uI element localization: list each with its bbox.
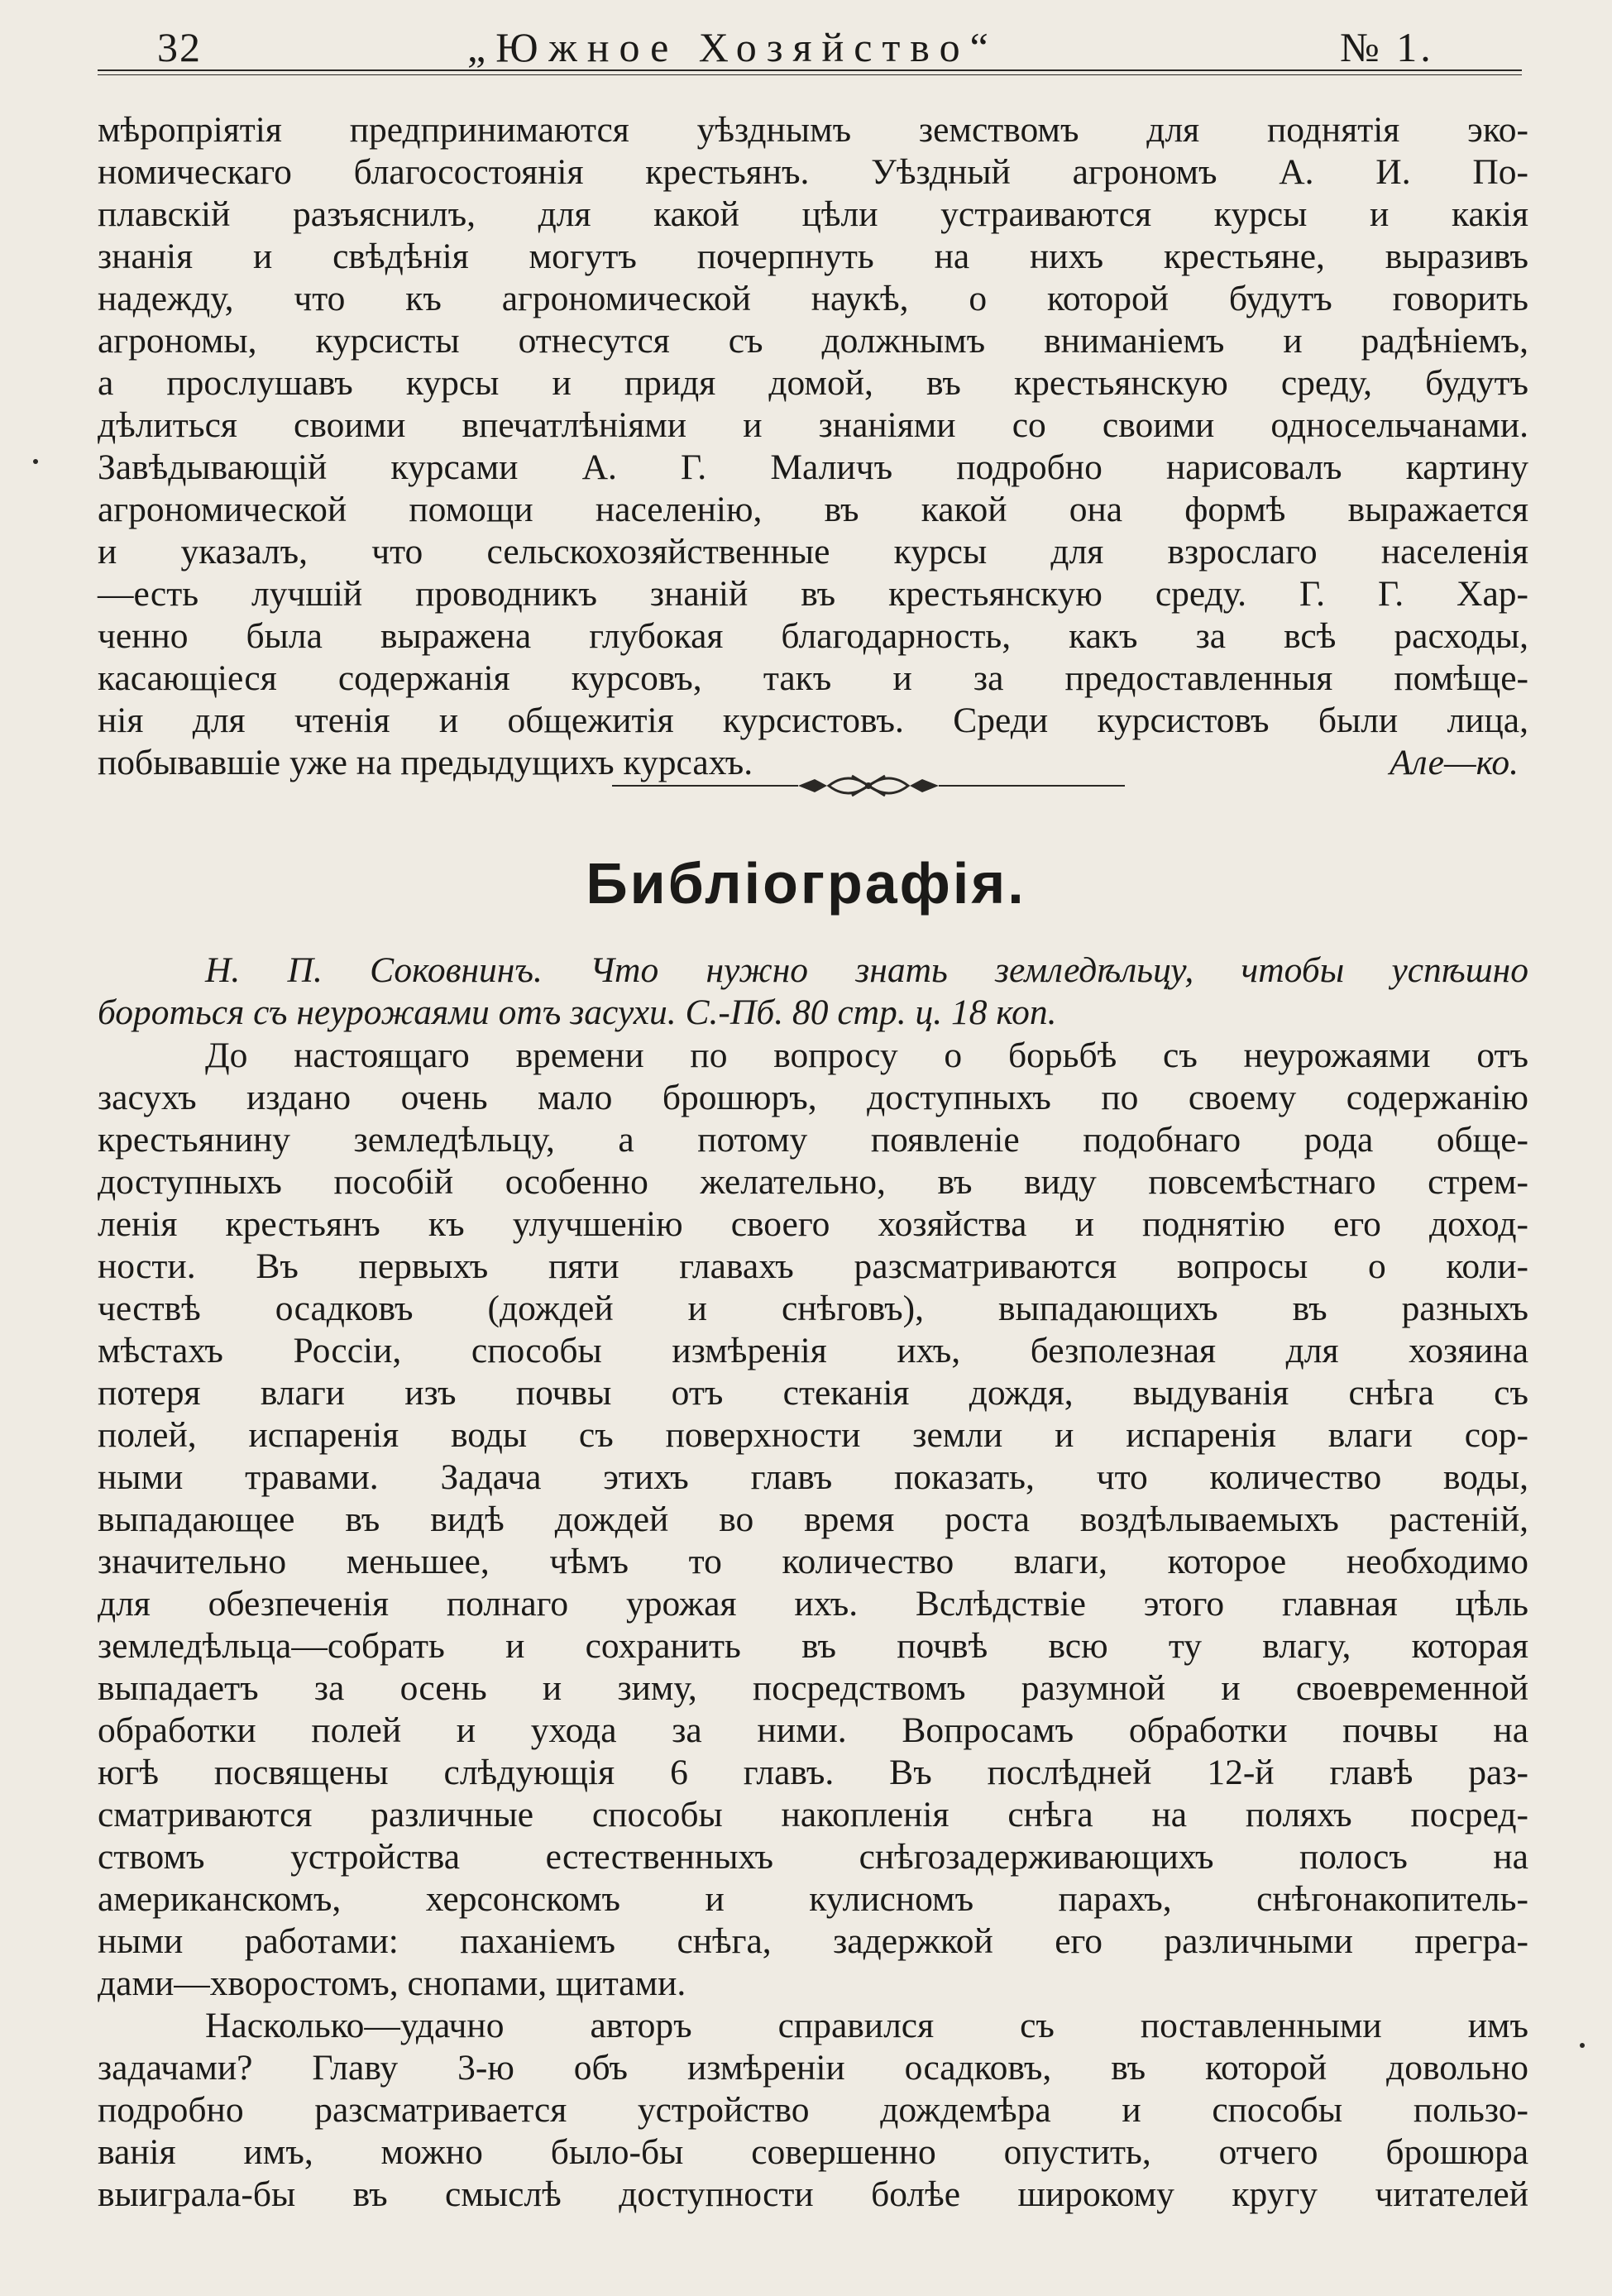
- text-line: выпадающее въ видѣ дождей во время роста воздѣлываемыхъ растеній,: [98, 1500, 1528, 1539]
- text-line: надежду, что къ агрономической наукѣ, о которой будутъ говорить: [98, 279, 1528, 318]
- text-line: а прослушавъ курсы и придя домой, въ крестьянскую среду, будутъ: [98, 363, 1528, 403]
- text-line: агрономической помощи населенію, въ какой она формѣ выражается: [98, 490, 1528, 529]
- text-line: До настоящаго времени по вопросу о борьбѣ съ неурожаями отъ: [205, 1036, 1528, 1075]
- text-line: мѣропріятія предпринимаются уѣзднымъ земствомъ для поднятія эко-: [98, 110, 1528, 150]
- text-line: ленія крестьянъ къ улучшенію своего хозяйства и поднятію его доход-: [98, 1204, 1528, 1244]
- print-speck: [1580, 2043, 1585, 2048]
- text-line: агрономы, курсисты отнесутся съ должнымъ вниманіемъ и радѣніемъ,: [98, 321, 1528, 361]
- text-line: земледѣльца—собрать и сохранить въ почвѣ всю ту влагу, которая: [98, 1626, 1528, 1666]
- text-line: засухъ издано очень мало брошюръ, доступныхъ по своему содержанію: [98, 1078, 1528, 1117]
- text-line: ченно была выражена глубокая благодарность, какъ за всѣ расходы,: [98, 616, 1528, 656]
- review-paragraph-1: [98, 1035, 1528, 2005]
- text-line: американскомъ, херсонскомъ и кулисномъ парахъ, снѣгонакопитель-: [98, 1879, 1528, 1919]
- running-header: [99, 18, 1522, 68]
- ornament-divider-icon: [612, 769, 1125, 802]
- citation-line: бороться съ неурожаями отъ засухи. С.-Пб. 80 стр. ц. 18 коп.: [98, 993, 1057, 1032]
- text-line: плавскій разъяснилъ, для какой цѣли устраиваются курсы и какія: [98, 194, 1528, 234]
- text-line: выиграла-бы въ смыслѣ доступности болѣе широкому кругу читателей: [98, 2174, 1528, 2214]
- text-line: дами—хворостомъ, снопами, щитами.: [98, 1964, 686, 2003]
- section-title: Библіографія.: [586, 851, 1026, 916]
- text-line: ными травами. Задача этихъ главъ показать, что количество воды,: [98, 1457, 1528, 1497]
- text-line: нія для чтенія и общежитія курсистовъ. Среди курсистовъ были лица,: [98, 701, 1528, 740]
- text-line: обработки полей и ухода за ними. Вопросамъ обработки почвы на: [98, 1710, 1528, 1750]
- journal-title: „Южное Хозяйство“: [467, 24, 998, 70]
- text-line: знанія и свѣдѣнія могутъ почерпнуть на нихъ крестьяне, выразивъ: [98, 237, 1528, 276]
- text-line: —есть лучшій проводникъ знаній въ крестьянскую среду. Г. Г. Хар-: [98, 574, 1528, 614]
- text-line: побывавшіе уже на предыдущихъ курсахъ.: [98, 743, 753, 782]
- page-number: 32: [157, 24, 202, 70]
- text-line: крестьянину земледѣльцу, а потому появленіе подобнаго рода обще-: [98, 1120, 1528, 1160]
- text-line: мѣстахъ Россіи, способы измѣренія ихъ, безполезная для хозяина: [98, 1331, 1528, 1370]
- text-line: полей, испаренія воды съ поверхности земли и испаренія влаги сор-: [98, 1415, 1528, 1455]
- issue-number: № 1.: [1340, 24, 1434, 70]
- text-line: ствомъ устройства естественныхъ снѣгозадерживающихъ полосъ на: [98, 1837, 1528, 1877]
- review-paragraph-2: [98, 2005, 1528, 2216]
- header-rule: [98, 69, 1522, 75]
- text-line: для обезпеченія полнаго урожая ихъ. Вслѣдствіе этого главная цѣль: [98, 1584, 1528, 1624]
- intro-paragraph: [98, 109, 1528, 784]
- text-line: дѣлиться своими впечатлѣніями и знаніями со своими односельчанами.: [98, 405, 1528, 445]
- text-line: подробно разсматривается устройство дождемѣра и способы пользо-: [98, 2090, 1528, 2130]
- text-line: Насколько—удачно авторъ справился съ поставленными имъ: [205, 2006, 1528, 2045]
- text-line: ванія имъ, можно было-бы совершенно опустить, отчего брошюра: [98, 2132, 1528, 2172]
- text-line: Завѣдывающій курсами А. Г. Маличъ подробно нарисовалъ картину: [98, 447, 1528, 487]
- text-line: ными работами: паханіемъ снѣга, задержкой его различными прегра-: [98, 1921, 1528, 1961]
- book-citation: [98, 949, 1528, 1034]
- text-line: задачами? Главу 3-ю объ измѣреніи осадковъ, въ которой довольно: [98, 2048, 1528, 2088]
- text-line: ности. Въ первыхъ пяти главахъ разсматриваются вопросы о коли-: [98, 1246, 1528, 1286]
- text-line: чествѣ осадковъ (дождей и снѣговъ), выпадающихъ въ разныхъ: [98, 1289, 1528, 1328]
- text-line: номическаго благосостоянія крестьянъ. Уѣздный агрономъ А. И. По-: [98, 152, 1528, 192]
- text-line: касающіеся содержанія курсовъ, такъ и за предоставленныя помѣще-: [98, 658, 1528, 698]
- author-signature: Але—ко.: [1390, 743, 1519, 782]
- citation-line: Н. П. Соковнинъ. Что нужно знать земледѣльцу, чтобы успѣшно: [205, 950, 1528, 990]
- text-line: выпадаетъ за осень и зиму, посредствомъ разумной и своевременной: [98, 1668, 1528, 1708]
- text-line: значительно меньшее, чѣмъ то количество влаги, которое необходимо: [98, 1542, 1528, 1581]
- text-line: и указалъ, что сельскохозяйственные курсы для взрослаго населенія: [98, 532, 1528, 572]
- text-line: потеря влаги изъ почвы отъ стеканія дождя, выдуванія снѣга съ: [98, 1373, 1528, 1413]
- text-line: сматриваются различные способы накопленія снѣга на поляхъ посред-: [98, 1795, 1528, 1834]
- print-speck: [33, 459, 38, 464]
- text-line: доступныхъ пособій особенно желательно, въ виду повсемѣстнаго стрем-: [98, 1162, 1528, 1202]
- text-line: югѣ посвящены слѣдующія 6 главъ. Въ послѣдней 12-й главѣ раз-: [98, 1753, 1528, 1792]
